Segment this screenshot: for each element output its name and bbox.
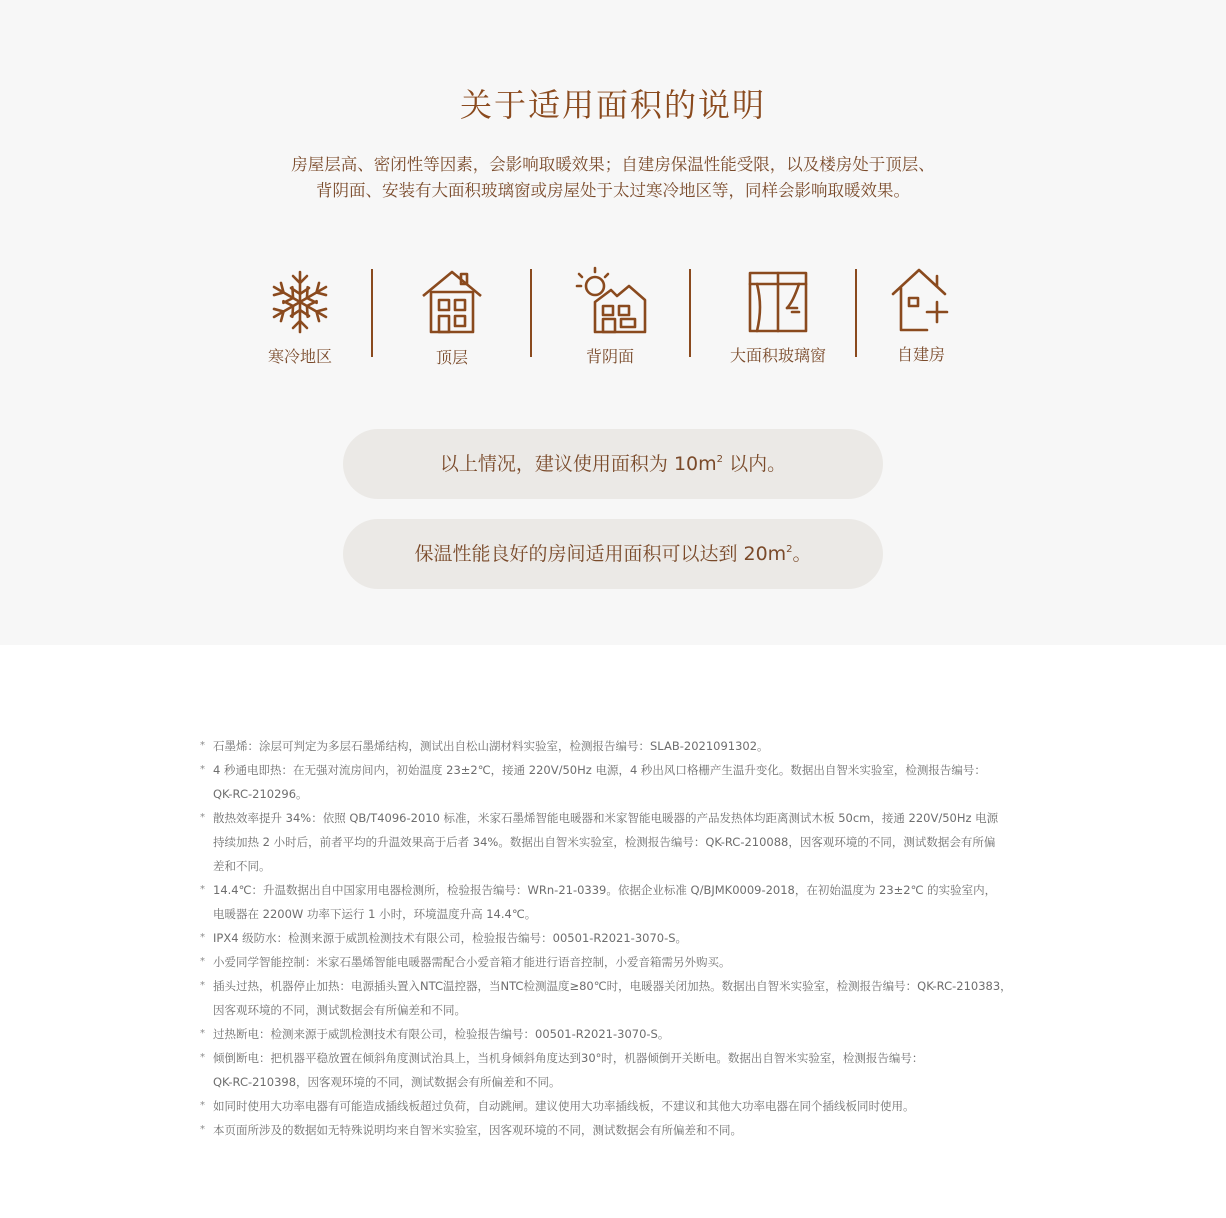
divider [530, 269, 532, 357]
footnote-line: 倾倒断电：把机器平稳放置在倾斜角度测试治具上，当机身倾斜角度达到30°时，机器倾倒开关断电。数据出自智米实验室，检测报告编号： [213, 1051, 924, 1065]
footnote-marker: * [200, 980, 205, 991]
footnote-marker: * [200, 884, 205, 895]
intro-line: 房屋层高、密闭性等因素，会影响取暖效果；自建房保温性能受限，以及楼房处于顶层、 [291, 155, 935, 174]
divider [371, 269, 373, 357]
icon-item-window [729, 270, 827, 365]
footnote-line: 小爱同学智能控制：米家石墨烯智能电暖器需配合小爱音箱才能进行语音控制，小爱音箱需另外购买。 [213, 955, 731, 969]
footnote-marker: * [200, 812, 205, 823]
footnote-marker: * [200, 1100, 205, 1111]
footnote [200, 806, 1030, 878]
footnote-marker: * [200, 764, 205, 775]
footnote [200, 1118, 1030, 1142]
pill-sup: 2 [716, 454, 724, 465]
footnote [200, 926, 1030, 950]
footnote [200, 1094, 1030, 1118]
footnotes [200, 734, 1030, 1142]
footnote [200, 950, 1030, 974]
intro-text [0, 152, 1226, 204]
icon-label: 大面积玻璃窗 [729, 346, 827, 365]
footnote-marker: * [200, 1052, 205, 1063]
intro-line: 背阴面、安装有大面积玻璃窗或房屋处于太过寒冷地区等，同样会影响取暖效果。 [316, 181, 910, 200]
footnote-line: 电暖器在 2200W 功率下运行 1 小时，环境温度升高 14.4℃。 [213, 907, 537, 921]
footnote-marker: * [200, 932, 205, 943]
footnote [200, 734, 1030, 758]
footnote-line: 过热断电：检测来源于威凯检测技术有限公司，检验报告编号：00501-R2021-3070-S。 [213, 1027, 670, 1041]
footnote [200, 878, 1030, 926]
pill-text-end: 以内。 [723, 453, 787, 475]
snowflake-icon [268, 268, 332, 336]
footnote-line: 插头过热，机器停止加热：电源插头置入NTC温控器，当NTC检测温度≥80℃时，电暖器关闭加热。数据出自智米实验室，检测报告编号：QK-RC-210383， [213, 979, 1012, 993]
divider [855, 269, 857, 357]
footnote-line: QK-RC-210398，因客观环境的不同，测试数据会有所偏差和不同。 [213, 1075, 561, 1089]
footnote-line: 如同时使用大功率电器有可能造成插线板超过负荷，自动跳闸。建议使用大功率插线板，不建议和其他大功率电器在同个插线板同时使用。 [213, 1099, 915, 1113]
footnote-marker: * [200, 740, 205, 751]
icon-item-top-floor [412, 268, 492, 367]
footnote-line: 差和不同。 [213, 859, 271, 873]
footnote [200, 1046, 1030, 1094]
pill-text: 保温性能良好的房间适用面积可以达到 20m [414, 543, 787, 565]
footnote-line: 因客观环境的不同，测试数据会有所偏差和不同。 [213, 1003, 466, 1017]
icon-label: 顶层 [435, 348, 469, 367]
footnote-marker: * [200, 1028, 205, 1039]
house-shade-icon [571, 266, 649, 336]
footnote-line: IPX4 级防水：检测来源于威凯检测技术有限公司，检验报告编号：00501-R2021-3070-S。 [213, 931, 688, 945]
pill-area-max [343, 519, 883, 589]
icon-label: 背阴面 [585, 347, 635, 366]
pill-text: 以上情况，建议使用面积为 10m [439, 453, 717, 475]
icon-item-shade [570, 266, 650, 366]
divider [689, 269, 691, 357]
icon-label: 自建房 [896, 345, 946, 364]
icon-item-self-built [881, 266, 961, 364]
footnote-line: 14.4℃：升温数据出自中国家用电器检测所，检验报告编号：WRn-21-0339。依据企业标准 Q/BJMK0009-2018，在初始温度为 23±2℃ 的实验室内， [213, 883, 997, 897]
footnote-line: 4 秒通电即热：在无强对流房间内，初始温度 23±2℃，接通 220V/50Hz 电源，4 秒出风口格栅产生温升变化。数据出自智米实验室，检测报告编号： [213, 763, 986, 777]
footnote-marker: * [200, 1124, 205, 1135]
pill-text-end: 。 [792, 543, 812, 565]
footnote [200, 974, 1030, 1022]
footnote [200, 758, 1030, 806]
footnote-marker: * [200, 956, 205, 967]
pill-sup: 2 [786, 544, 793, 555]
window-icon [747, 270, 809, 334]
icon-item-cold-region [260, 268, 340, 366]
footnote-line: 本页面所涉及的数据如无特殊说明均来自智米实验室，因客观环境的不同，测试数据会有所偏差和不同。 [213, 1123, 742, 1137]
pill-area-recommendation [343, 429, 883, 499]
self-built-house-icon [889, 266, 953, 334]
footnote-line: 持续加热 2 小时后，前者平均的升温效果高于后者 34%。数据出自智米实验室，检测报告编号：QK-RC-210088，因客观环境的不同，测试数据会有所偏 [213, 835, 996, 849]
footnote-line: 散热效率提升 34%：依照 QB/T4096-2010 标准，米家石墨烯智能电暖器和米家智能电暖器的产品发热体均距离测试木板 50cm，接通 220V/50Hz 电源 [213, 811, 999, 825]
icon-label: 寒冷地区 [267, 347, 333, 366]
page-title: 关于适用面积的说明 [459, 86, 766, 124]
footnote-line: 石墨烯：涂层可判定为多层石墨烯结构，测试出自松山湖材料实验室，检测报告编号：SLAB-2021091302。 [213, 739, 769, 753]
house-top-floor-icon [417, 268, 487, 336]
footnote [200, 1022, 1030, 1046]
footnote-line: QK-RC-210296。 [213, 787, 308, 801]
